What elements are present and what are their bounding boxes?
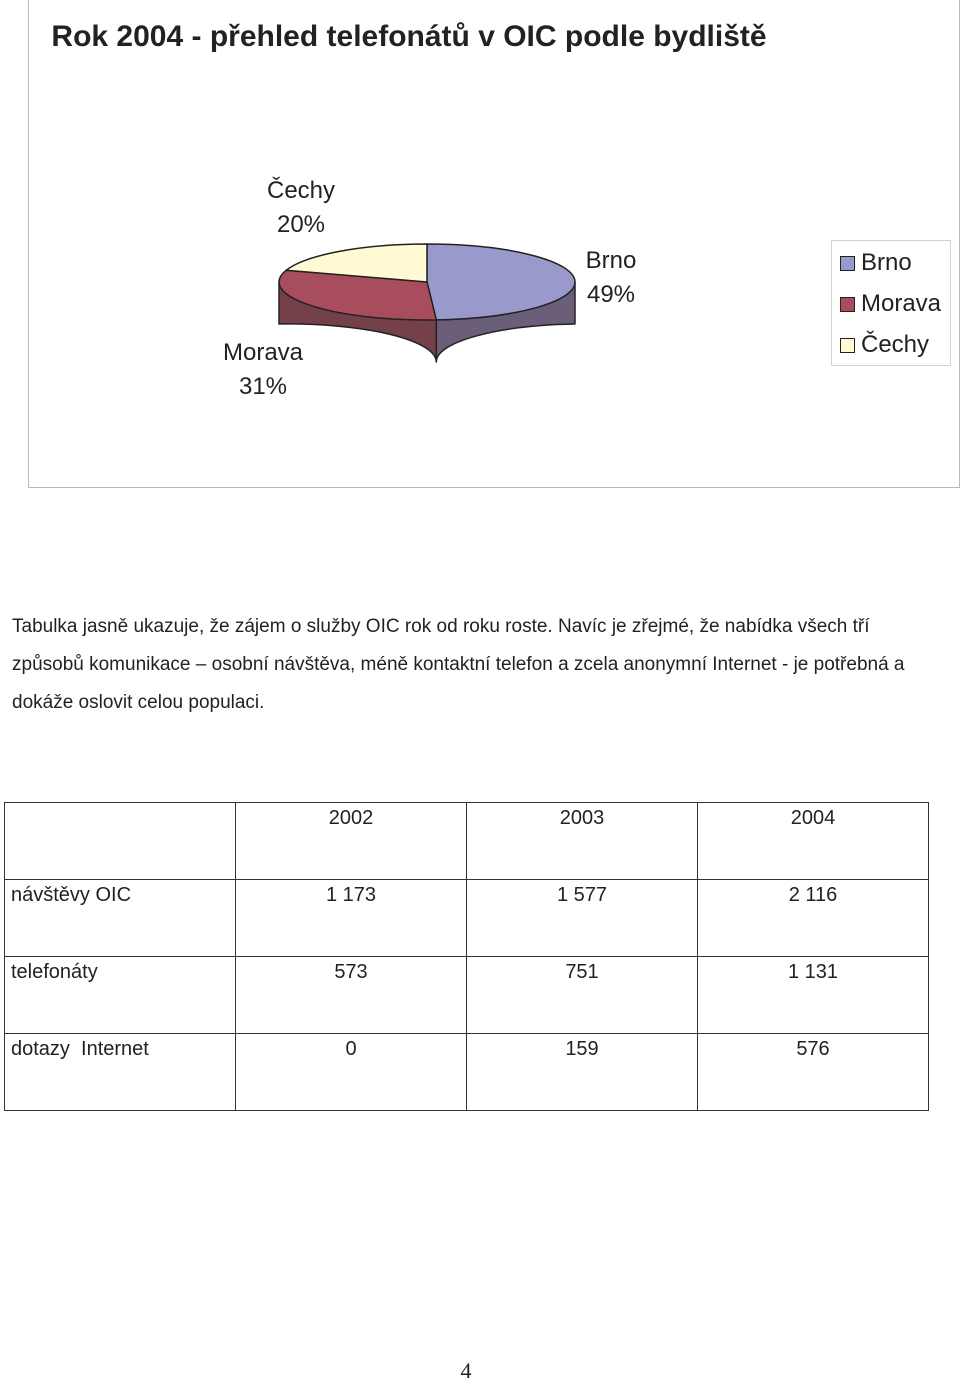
table-cell-value: 1 131: [787, 961, 839, 983]
legend-swatch-brno: [840, 256, 855, 271]
table-cell: [698, 957, 929, 1034]
pie-chart: [29, 0, 960, 488]
table-cell: [698, 1034, 929, 1111]
table-cell: [467, 957, 698, 1034]
chart-area: [28, 0, 960, 488]
chart-legend: [831, 240, 951, 366]
legend-item-cechy: [840, 325, 929, 365]
table-cell: [467, 1034, 698, 1111]
pie-label-cechy: [251, 174, 351, 242]
table-cell-value: 0: [345, 1038, 357, 1060]
table-cell: [698, 880, 929, 957]
pie-label-morava: [207, 336, 319, 404]
pie-label-morava-percent: 31%: [238, 373, 288, 400]
pie-label-morava-name: Morava: [222, 339, 304, 366]
table-row: [5, 1034, 929, 1111]
legend-item-brno: [840, 243, 912, 283]
table-header-2004: 2004: [790, 807, 836, 829]
table-header-cell: [467, 803, 698, 880]
legend-item-morava: [840, 284, 941, 324]
table-header-2002: 2002: [328, 807, 374, 829]
legend-swatch-cechy: [840, 338, 855, 353]
page-number: 4: [460, 1358, 472, 1383]
pie-label-brno-name: Brno: [585, 247, 637, 274]
table-cell-value: 1 577: [556, 884, 608, 906]
table-row: [5, 880, 929, 957]
table-corner-text: [5, 803, 235, 807]
table-corner-cell: [5, 803, 236, 880]
pie-label-cechy-percent: 20%: [276, 211, 326, 238]
pie-label-brno-percent: 49%: [586, 281, 636, 308]
table-cell: [467, 880, 698, 957]
chart-title: Rok 2004 - přehled telefonátů v OIC podle bydliště: [51, 20, 767, 53]
table-row: [5, 957, 929, 1034]
legend-label-brno: Brno: [861, 249, 912, 276]
table-row-label: telefonáty: [11, 961, 98, 983]
pie-label-cechy-name: Čechy: [266, 177, 336, 204]
table-row-label-cell: [5, 880, 236, 957]
table-cell-value: 159: [565, 1038, 599, 1060]
table-cell: [236, 880, 467, 957]
table-header-cell: [236, 803, 467, 880]
table-cell-value: 2 116: [788, 884, 838, 906]
table-cell-value: 576: [796, 1038, 830, 1060]
statistics-table: [4, 802, 929, 1111]
legend-swatch-morava: [840, 297, 855, 312]
legend-label-cechy: Čechy: [861, 331, 930, 358]
table-row-label: návštěvy OIC: [11, 884, 132, 906]
table-cell-value: 751: [565, 961, 599, 983]
pie-top: [279, 244, 575, 320]
table-header-cell: [698, 803, 929, 880]
table-cell-value: 1 173: [325, 884, 377, 906]
legend-label-morava: Morava: [861, 290, 942, 317]
table-row-label-cell: [5, 957, 236, 1034]
table-cell: [236, 957, 467, 1034]
pie-label-brno: [561, 244, 661, 312]
table-row-label: dotazy Internet: [11, 1038, 149, 1060]
table-cell-value: 573: [334, 961, 368, 983]
table-header-2003: 2003: [559, 807, 605, 829]
table-row-label-cell: [5, 1034, 236, 1111]
body-paragraph: Tabulka jasně ukazuje, že zájem o služby OIC rok od roku roste. Navíc je zřejmé, že nabídka všech tří způsobů komunikace – osobní návštěva, méně kontaktní telefon a zcela anonymní Internet - je potřebná a dokáže oslovit celou populaci.: [12, 616, 905, 713]
table-header-row: [5, 803, 929, 880]
table-cell: [236, 1034, 467, 1111]
